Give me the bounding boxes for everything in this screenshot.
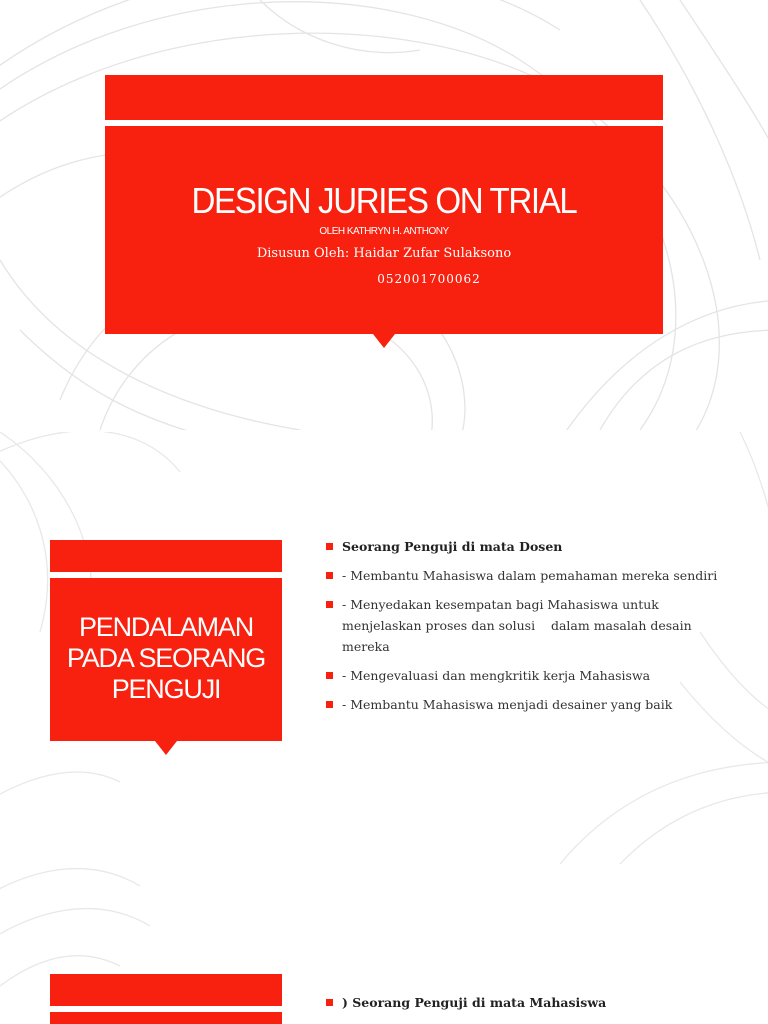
bullet-list xyxy=(326,536,726,723)
bullet-list xyxy=(326,992,726,1021)
title-top-band xyxy=(105,75,663,120)
author-line: Disusun Oleh: Haidar Zufar Sulaksono xyxy=(256,246,512,261)
title-box-pointer xyxy=(373,334,395,348)
bullet-item: - Menyedakan kesempatan bagi Mahasiswa untuk menjelaskan proses dan solusi dalam masalah desain mereka xyxy=(326,594,726,657)
bullet-item: Seorang Penguji di mata Dosen xyxy=(326,536,726,557)
content-slide-1 xyxy=(0,432,768,864)
section-top-band xyxy=(50,540,282,572)
section-box-pointer xyxy=(155,741,177,755)
bullet-item: ) Seorang Penguji di mata Mahasiswa xyxy=(326,992,726,1013)
bullet-square-icon xyxy=(326,672,333,679)
section-title-box xyxy=(50,1012,282,1024)
content-slide-2 xyxy=(0,866,768,1024)
bullet-square-icon xyxy=(326,543,333,550)
section-title-line: PENDALAMAN xyxy=(78,612,254,642)
title-slide xyxy=(0,0,768,430)
student-id: 052001700062 xyxy=(377,272,481,286)
presentation-title: DESIGN JURIES ON TRIAL xyxy=(191,180,577,221)
section-title-line: PADA SEORANG xyxy=(66,643,266,673)
bullet-square-icon xyxy=(326,999,333,1006)
presentation-subtitle: OLEH KATHRYN H. ANTHONY xyxy=(319,226,449,237)
bullet-item: - Membantu Mahasiswa dalam pemahaman mereka sendiri xyxy=(326,565,726,586)
section-top-band xyxy=(50,974,282,1006)
bullet-square-icon xyxy=(326,572,333,579)
bullet-square-icon xyxy=(326,601,333,608)
bullet-square-icon xyxy=(326,701,333,708)
bullet-item: - Mengevaluasi dan mengkritik kerja Mahasiswa xyxy=(326,665,726,686)
section-title xyxy=(50,612,282,705)
section-title-line: PENGUJI xyxy=(111,674,221,704)
bullet-item: - Membantu Mahasiswa menjadi desainer yang baik xyxy=(326,694,726,715)
